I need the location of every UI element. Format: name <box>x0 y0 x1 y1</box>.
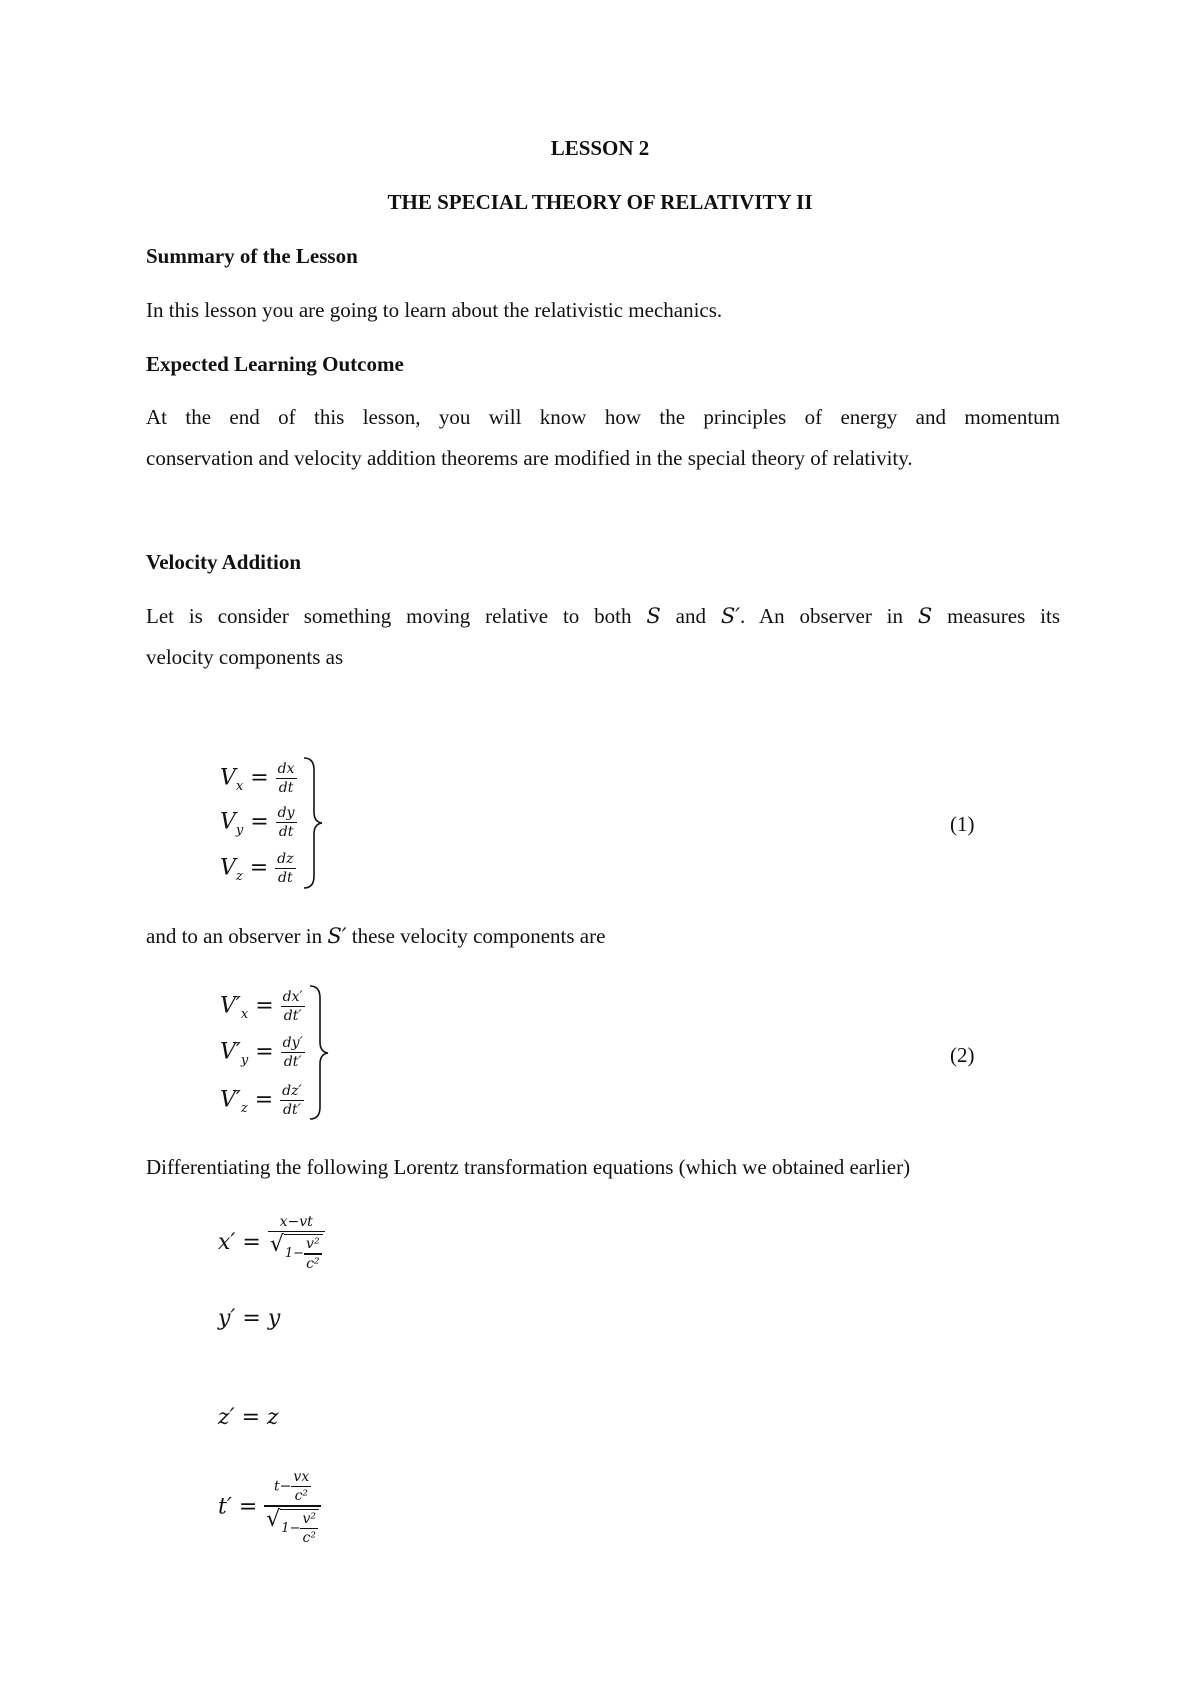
outcome-text-line2: conservation and velocity addition theorems are modified in the special theory of relativity. <box>146 446 913 470</box>
outcome-text-line1: At the end of this lesson, you will know how the principles of energy and momentum <box>146 405 1060 429</box>
eq1-right-brace <box>300 756 326 891</box>
eq2-vz-prime: $V'_z$ = $\frac{dz'}{dt'}$ <box>220 1083 302 1119</box>
lorentz-paragraph: Differentiating the following Lorentz transformation equations (which we obtained earlier) <box>146 1155 911 1179</box>
lesson-title: THE SPECIAL THEORY OF RELATIVITY II <box>387 190 813 214</box>
eq2-number: (2) <box>950 1043 975 1067</box>
eq2-right-brace <box>306 984 332 1122</box>
lesson-number: LESSON 2 <box>550 136 650 160</box>
observer-paragraph: and to an observer in S′ these velocity components are <box>146 924 606 948</box>
eq1-vy: $V_y$ = $\frac{dy}{dt}$ <box>220 805 295 841</box>
eq2-vx-prime: $V'_x$ = $\frac{dx'}{dt'}$ <box>220 989 303 1025</box>
eq2-vy-prime: $V'_y$ = $\frac{dy'}{dt'}$ <box>220 1035 303 1071</box>
velocity-addition-heading: Velocity Addition <box>146 550 301 574</box>
velocity-paragraph-line1: Let is consider something moving relative to both S and S′. An observer in S measures its <box>146 604 1061 628</box>
lorentz-z-prime: z′ = z <box>218 1405 279 1430</box>
summary-heading: Summary of the Lesson <box>146 244 358 268</box>
outcome-heading: Expected Learning Outcome <box>146 352 404 376</box>
eq1-vx: $V_x$ = $\frac{dx}{dt}$ <box>220 761 295 797</box>
lorentz-t-prime: t′ = t− $\frac{vx}{\text{c²}}$ √ 1− $\frac{\text{v²}}{\text{c²}}$ <box>218 1470 321 1545</box>
lorentz-y-prime: y′ = y <box>218 1306 281 1331</box>
eq1-number: (1) <box>950 812 975 836</box>
summary-text: In this lesson you are going to learn about the relativistic mechanics. <box>146 298 723 322</box>
eq1-vz: $V_z$ = $\frac{dz}{dt}$ <box>220 851 294 887</box>
velocity-paragraph-line2: velocity components as <box>146 645 344 669</box>
lorentz-x-prime: x′ = x−vt √ 1− $\frac{\text{v²}}{\text{c²}}$ <box>218 1215 325 1271</box>
